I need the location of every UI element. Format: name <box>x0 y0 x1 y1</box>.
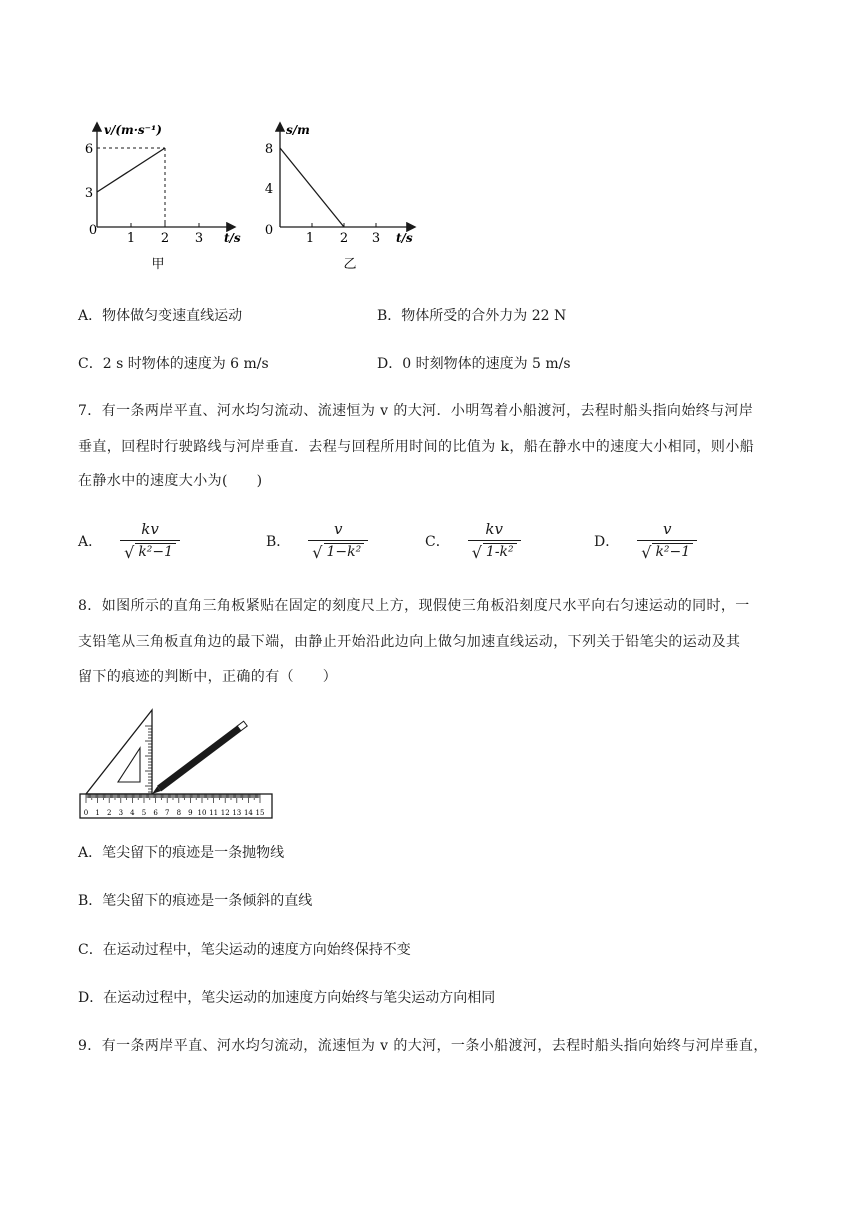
x-tick-label: 1 <box>126 231 136 246</box>
q7-option-a <box>78 520 180 562</box>
fraction: kv √ 1-k² <box>468 520 521 562</box>
q7-text-line: 垂直，回程时行驶路线与河岸垂直．去程与回程所用时间的比值为 k，船在静水中的速度大小相同，则小船 <box>78 439 755 455</box>
ruler-number: 2 <box>106 809 112 817</box>
x-axis-label: t/s <box>224 231 241 245</box>
ruler-number: 0 <box>83 809 89 817</box>
x-axis-label: t/s <box>396 231 413 245</box>
y-axis-label: v/(m·s⁻¹) <box>104 123 162 137</box>
ruler-number: 14 <box>243 809 253 817</box>
q7-text-line: 7．有一条两岸平直、河水均匀流动、流速恒为 v 的大河．小明驾着小船渡河，去程时船头指向始终与河岸 <box>78 403 754 419</box>
ruler-number: 15 <box>255 809 265 817</box>
y-tick-label: 6 <box>84 142 94 157</box>
fraction: v √ 1−k² <box>308 520 368 562</box>
graph-caption: 甲 <box>151 257 165 272</box>
fraction: kv √ k²−1 <box>120 520 180 562</box>
ruler-number: 3 <box>118 809 124 817</box>
q6-option-c: C．2 s 时物体的速度为 6 m/s <box>78 356 269 372</box>
ruler-number: 11 <box>209 809 219 817</box>
q8-option-c: C．在运动过程中，笔尖运动的速度方向始终保持不变 <box>78 942 411 958</box>
option-label: C． <box>425 534 450 550</box>
velocity-line <box>97 148 165 192</box>
x-tick-label: 2 <box>160 231 170 246</box>
q8-option-b: B．笔尖留下的痕迹是一条倾斜的直线 <box>78 893 313 909</box>
y-axis-label: s/m <box>286 123 310 137</box>
ruler-number: 9 <box>188 809 193 817</box>
q9-text-line: 9．有一条两岸平直、河水均匀流动，流速恒为 v 的大河，一条小船渡河，去程时船头指向始终与河岸垂直， <box>78 1038 768 1054</box>
q8-option-d: D．在运动过程中，笔尖运动的加速度方向始终与笔尖运动方向相同 <box>78 990 496 1006</box>
x-tick-label: 2 <box>339 231 349 246</box>
graph-caption: 乙 <box>343 257 357 272</box>
fraction-denominator: k²−1 <box>135 543 176 562</box>
pencil <box>150 721 248 797</box>
q7-text-line: 在静水中的速度大小为( ) <box>78 473 263 489</box>
ruler-number: 7 <box>164 809 170 817</box>
triangle-ruler-figure <box>76 706 276 822</box>
ruler-number: 12 <box>220 809 230 817</box>
y-tick-label: 4 <box>264 182 274 197</box>
y-tick-label: 3 <box>84 186 94 201</box>
ruler-number: 10 <box>197 809 207 817</box>
x-tick-label: 1 <box>305 231 315 246</box>
q7-option-d <box>594 520 697 562</box>
fraction-denominator: k²−1 <box>652 543 693 562</box>
ruler-number: 13 <box>232 809 242 817</box>
ruler-number: 6 <box>153 809 158 817</box>
q6-option-b: B．物体所受的合外力为 22 N <box>377 308 567 324</box>
ruler-number: 8 <box>176 809 182 817</box>
q6-option-a: A．物体做匀变速直线运动 <box>78 308 243 324</box>
fraction-numerator: kv <box>141 520 159 538</box>
fraction-numerator: kv <box>485 520 503 538</box>
option-label: D． <box>594 534 620 550</box>
fraction-numerator: v <box>662 520 672 538</box>
q7-option-b <box>266 520 368 562</box>
q8-text-line: 支铅笔从三角板直角边的最下端，由静止开始沿此边向上做匀加速直线运动，下列关于铅笔尖的运动及其 <box>78 634 741 650</box>
fraction-numerator: v <box>334 520 343 538</box>
x-tick-label: 3 <box>194 231 204 246</box>
displacement-line <box>280 148 344 227</box>
velocity-time-graph <box>84 116 244 276</box>
ruler-number: 1 <box>95 809 100 817</box>
origin-label: 0 <box>88 223 98 238</box>
q6-option-d: D．0 时刻物体的速度为 5 m/s <box>377 356 571 372</box>
option-label: A． <box>78 534 103 550</box>
option-label: B． <box>266 534 291 550</box>
q8-text-line: 8．如图所示的直角三角板紧贴在固定的刻度尺上方，现假使三角板沿刻度尺水平向右匀速运动的同时，一 <box>78 598 750 614</box>
q7-option-c <box>425 520 521 562</box>
q8-text-line: 留下的痕迹的判断中，正确的有（ ） <box>78 669 338 685</box>
ruler-number: 4 <box>130 809 135 817</box>
ruler-number: 5 <box>141 809 147 817</box>
y-tick-label: 8 <box>264 142 274 157</box>
fraction-denominator: 1−k² <box>324 543 365 562</box>
fraction-denominator: 1-k² <box>483 543 517 562</box>
fraction: v √ k²−1 <box>637 520 697 562</box>
displacement-time-graph <box>262 116 422 276</box>
origin-label: 0 <box>264 223 274 238</box>
q8-option-a: A．笔尖留下的痕迹是一条抛物线 <box>78 845 285 861</box>
x-tick-label: 3 <box>371 231 381 246</box>
